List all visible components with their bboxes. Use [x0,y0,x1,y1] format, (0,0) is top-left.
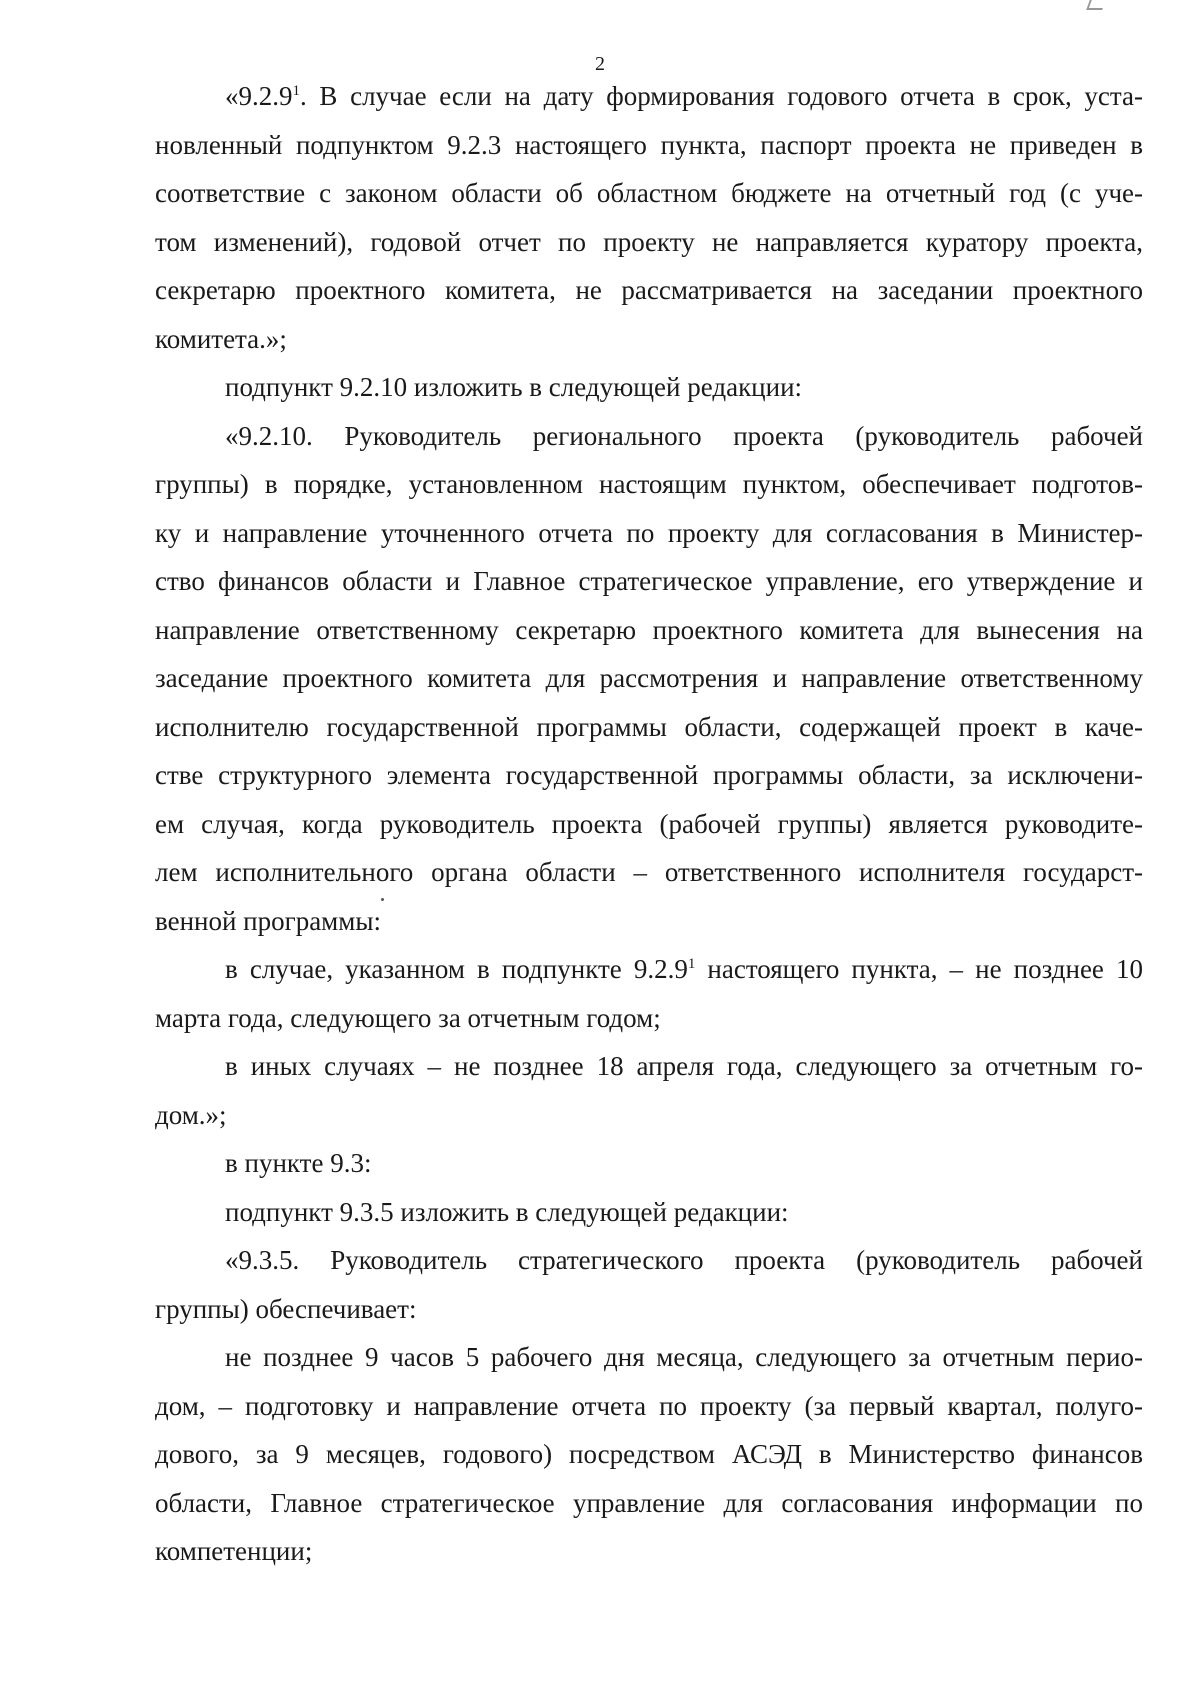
text-line: дового, за 9 месяцев, годового) посредством АСЭД в Министерство финансов [155,1439,1143,1469]
text-line: «9.3.5. Руководитель стратегического проекта (руководитель рабочей [225,1245,1143,1275]
text-line: соответствие с законом области об областном бюджете на отчетный год (с уче- [155,178,1143,208]
text-segment: настоящего пункта, – не позднее 10 [695,954,1143,984]
text-line: комитета.»; [155,323,287,354]
text-line: группы) обеспечивает: [155,1293,417,1324]
text-line: в пункте 9.3: [225,1148,372,1178]
text-line: группы) в порядке, установленном настоящим пунктом, обеспечивает подготов- [155,469,1143,499]
text-line: марта года, следующего за отчетным годом; [155,1002,661,1033]
text-line: «9.2.10. Руководитель регионального проекта (руководитель рабочей [225,420,1143,451]
text-line: заседание проектного комитета для рассмотрения и направление ответственному [155,663,1143,693]
text-line [155,72,1143,121]
page-number: 2 [595,53,605,75]
text-line [155,945,1143,994]
text-line: не позднее 9 часов 5 рабочего дня месяца, следующего за отчетным перио- [225,1342,1143,1372]
text-line: ство финансов области и Главное стратегическое управление, его утверждение и [155,566,1143,596]
text-line: секретарю проектного комитета, не рассматривается на заседании проектного [155,275,1143,305]
text-line: в иных случаях – не позднее 18 апреля года, следующего за отчетным го- [225,1051,1143,1081]
text-line: лем исполнительного органа области – ответственного исполнителя государст- [155,857,1143,887]
superscript: 1 [292,83,300,99]
text-line: том изменений), годовой отчет по проекту не направляется куратору проекта, [155,226,1143,257]
text-line: направление ответственному секретарю проектного комитета для вынесения на [155,614,1143,645]
text-line: компетенции; [155,1536,313,1566]
text-line: области, Главное стратегическое управление для согласования информации по [155,1487,1143,1518]
scan-speck [381,898,384,901]
superscript: 1 [687,956,696,972]
text-line: стве структурного элемента государственной программы области, за исключени- [155,760,1143,790]
text-line: дом.»; [155,1099,227,1130]
text-line: венной программы: [155,905,381,936]
text-line: ем случая, когда руководитель проекта (рабочей группы) является руководите- [155,808,1143,839]
text-line: новленный подпунктом 9.2.3 настоящего пункта, паспорт проекта не приведен в [155,129,1143,160]
text-line: дом, – подготовку и направление отчета по проекту (за первый квартал, полуго- [155,1390,1143,1421]
document-body [155,72,1143,1576]
text-segment: в случае, указанном в подпункте 9.2.9 [225,954,688,984]
text-segment: «9.2.9 [225,81,293,111]
text-line: исполнителю государственной программы области, содержащей проект в каче- [155,711,1143,742]
text-line: ку и направление уточненного отчета по проекту для согласования в Министер- [155,517,1143,548]
text-segment: . В случае если на дату формирования годового отчета в срок, уста- [300,81,1143,111]
text-line: подпункт 9.2.10 изложить в следующей редакции: [225,372,803,402]
corner-mark [1086,0,1106,10]
text-line: подпункт 9.3.5 изложить в следующей редакции: [225,1196,789,1227]
